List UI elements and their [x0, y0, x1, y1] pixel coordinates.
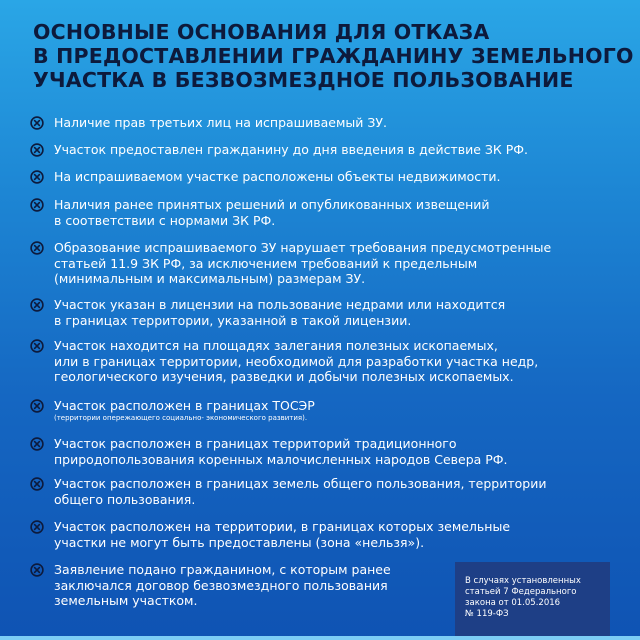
list-item-text: Участок предоставлен гражданину до дня введения в действие ЗК РФ. [54, 142, 529, 157]
list-item-text: Заявление подано гражданином, с которым ранее заключался договор безвозмездного пользования земельным участком. [54, 562, 391, 608]
close-circle-icon [30, 116, 44, 130]
title-line-1: ОСНОВНЫЕ ОСНОВАНИЯ ДЛЯ ОТКАЗА [33, 20, 490, 44]
page-title [33, 20, 634, 92]
list-item-text: Участок находится на площадях залегания полезных ископаемых, или в границах территории, необходимой для разработки участка недр, геологического изучения, разведки и добычи полезных ископаемых. [54, 338, 539, 384]
list-item-text: Наличия ранее принятых решений и опубликованных извещений в соответствии с нормами ЗК РФ. [54, 197, 490, 228]
close-circle-icon [30, 143, 44, 157]
list-item [30, 436, 590, 467]
list-item [30, 169, 590, 185]
close-circle-icon [30, 198, 44, 212]
list-item [30, 297, 590, 328]
list-item-text: Участок указан в лицензии на пользование недрами или находится в границах территории, указанной в такой лицензии. [54, 297, 506, 328]
list-item-text: Участок расположен на территории, в границах которых земельные участки не могут быть предоставлены (зона «нельзя»). [54, 519, 511, 550]
law-reference-text: В случаях установленных статьей 7 Федерального закона от 01.05.2016 № 119-ФЗ [465, 576, 581, 619]
list-item-text: Образование испрашиваемого ЗУ нарушает требования предусмотренные статьей 11.9 ЗК РФ, за исключением требований к предельным (минимальным и максимальным) размерам ЗУ. [54, 240, 552, 286]
title-line-2: В ПРЕДОСТАВЛЕНИИ ГРАЖДАНИНУ ЗЕМЕЛЬНОГО [33, 44, 634, 68]
close-circle-icon [30, 241, 44, 255]
list-item [30, 115, 590, 131]
list-item [30, 398, 590, 423]
close-circle-icon [30, 339, 44, 353]
close-circle-icon [30, 298, 44, 312]
list-item-text: Наличие прав третьих лиц на испрашиваемый ЗУ. [54, 115, 387, 130]
close-circle-icon [30, 520, 44, 534]
close-circle-icon [30, 563, 44, 577]
list-item-footnote: (территории опережающего социально- экономического развития). [54, 413, 308, 422]
list-item-text: Участок расположен в границах ТОСЭР (территории опережающего социально- экономического развития). [54, 398, 315, 422]
list-item [30, 338, 590, 385]
close-circle-icon [30, 437, 44, 451]
list-item-text: Участок расположен в границах земель общего пользования, территории общего пользования. [54, 476, 547, 507]
list-item [30, 519, 590, 550]
list-item [30, 562, 440, 609]
bottom-divider [0, 636, 640, 640]
title-line-3: УЧАСТКА В БЕЗВОЗМЕЗДНОЕ ПОЛЬЗОВАНИЕ [33, 68, 574, 92]
law-reference-box [455, 562, 610, 640]
list-item [30, 476, 590, 507]
close-circle-icon [30, 477, 44, 491]
list-item [30, 197, 590, 228]
list-item-text: На испрашиваемом участке расположены объекты недвижимости. [54, 169, 501, 184]
list-item-text: Участок расположен в границах территорий традиционного природопользования коренных малочисленных народов Севера РФ. [54, 436, 508, 467]
list-item [30, 142, 590, 158]
close-circle-icon [30, 399, 44, 413]
list-item [30, 240, 590, 287]
close-circle-icon [30, 170, 44, 184]
